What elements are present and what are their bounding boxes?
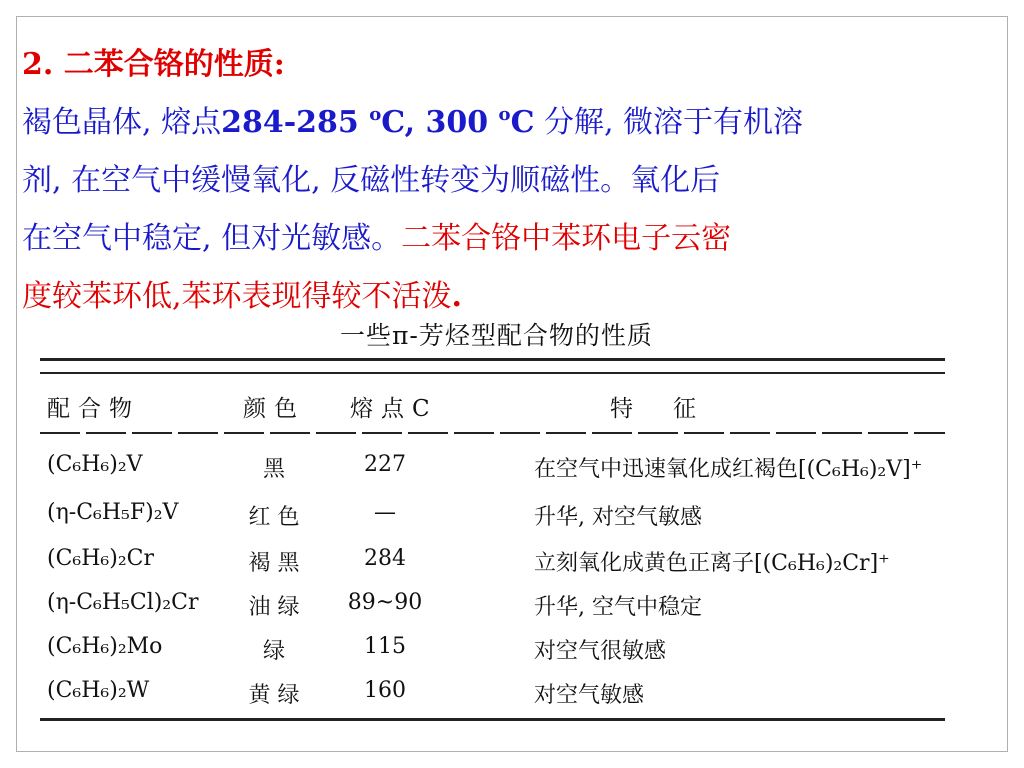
text-segment: 分解, 微溶于有机溶 — [534, 105, 804, 140]
slide-text — [22, 36, 982, 326]
cell-compound: (η-C₆H₅F)₂V — [47, 500, 179, 525]
text-segment: C — [510, 105, 535, 140]
cell-features: 升华, 对空气敏感 — [534, 505, 702, 530]
table-title: 一些π-芳烃型配合物的性质 — [340, 321, 653, 350]
text-segment: 二苯合铬中苯环电子云密 — [401, 221, 732, 256]
degree-superscript: o — [369, 104, 382, 125]
heading-line — [22, 36, 982, 94]
table-top-rule — [40, 358, 945, 361]
cell-compound: (C₆H₆)₂V — [47, 452, 143, 477]
cell-color: 红 色 — [248, 505, 300, 530]
cell-melting-point: 115 — [364, 634, 406, 659]
cell-melting-point: — — [374, 500, 396, 525]
header-features: 特征 — [610, 396, 736, 422]
paragraph-line — [22, 152, 982, 210]
heading-title: 二苯合铬的性质: — [53, 47, 285, 82]
cell-color: 黄 绿 — [248, 683, 300, 708]
cell-features: 升华, 空气中稳定 — [534, 595, 702, 620]
text-segment: 褐色晶体, 熔点 — [22, 105, 222, 140]
cell-compound: (C₆H₆)₂Cr — [47, 546, 154, 571]
paragraph-line — [22, 210, 982, 268]
text-segment: 度较苯环低,苯环表现得较不活泼 — [22, 279, 452, 314]
header-color: 颜色 — [243, 396, 305, 422]
table-header-rule — [40, 432, 945, 434]
cell-features: 对空气很敏感 — [534, 639, 667, 664]
text-segment: C, 300 — [381, 105, 499, 140]
degree-superscript: o — [498, 104, 511, 125]
text-segment: 284-285 — [221, 105, 370, 140]
cell-features: 对空气敏感 — [534, 683, 645, 708]
cell-color: 褐 黑 — [248, 551, 300, 576]
header-compound: 配合物 — [47, 396, 140, 422]
paragraph — [22, 94, 982, 326]
cell-features: 立刻氧化成黄色正离子[(C₆H₆)₂Cr]⁺ — [534, 551, 890, 576]
cell-compound: (C₆H₆)₂Mo — [47, 634, 163, 659]
cell-melting-point: 160 — [364, 678, 406, 703]
text-segment: 剂, 在空气中缓慢氧化, 反磁性转变为顺磁性。氧化后 — [22, 163, 721, 198]
cell-color: 黑 — [262, 457, 285, 482]
cell-color: 绿 — [262, 639, 285, 664]
cell-features: 在空气中迅速氧化成红褐色[(C₆H₆)₂V]⁺ — [534, 457, 923, 482]
heading-number: 2. — [22, 47, 54, 82]
table-bottom-rule — [40, 718, 945, 721]
paragraph-line — [22, 94, 982, 152]
header-melting-point: 熔点C — [350, 396, 438, 422]
table-top-rule-inner — [40, 372, 945, 374]
text-segment: 在空气中稳定, 但对光敏感。 — [22, 221, 402, 256]
cell-melting-point: 227 — [364, 452, 406, 477]
cell-color: 油 绿 — [248, 595, 300, 620]
cell-melting-point: 284 — [364, 546, 406, 571]
cell-compound: (C₆H₆)₂W — [47, 678, 150, 703]
text-segment: . — [451, 279, 462, 314]
cell-melting-point: 89~90 — [347, 590, 423, 615]
cell-compound: (η-C₆H₅Cl)₂Cr — [47, 590, 199, 615]
